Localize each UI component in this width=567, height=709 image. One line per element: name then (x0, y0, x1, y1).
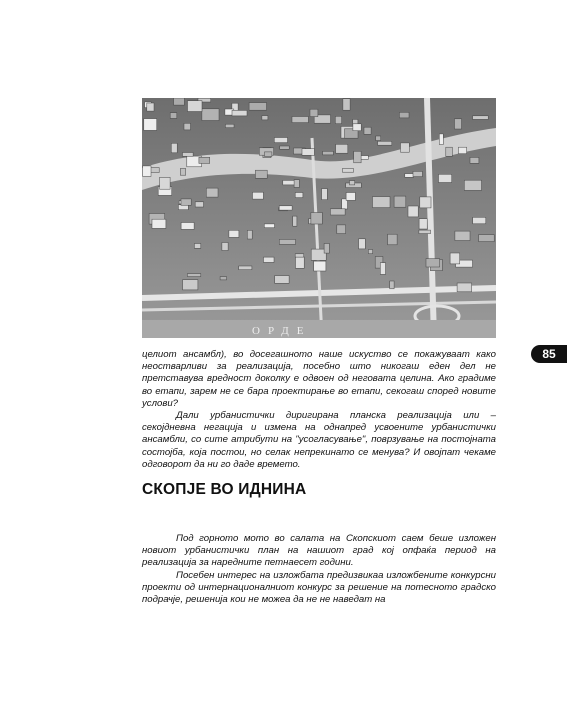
building-block (147, 103, 154, 111)
building-block (473, 217, 486, 224)
building-block (455, 119, 462, 129)
building-block (399, 112, 409, 118)
building-block (354, 151, 361, 163)
building-block (274, 138, 287, 143)
building-block (222, 243, 228, 251)
building-block (184, 123, 191, 130)
building-block (337, 225, 346, 234)
building-block (302, 149, 314, 156)
page-number-tab: 85 (531, 345, 567, 363)
building-block (439, 134, 443, 145)
paragraph: Посебен интерес на изложбата предизвикаа изложбените конкурсни проекти од интернационалниот конкурс за решение на потесното градско подрачје, решенија кои не можеа да не не наведат на (142, 569, 496, 606)
building-block (181, 223, 194, 230)
building-block (160, 177, 171, 189)
building-block (152, 219, 166, 228)
building-block (450, 253, 460, 264)
building-block (342, 169, 353, 173)
building-block (479, 235, 495, 242)
building-block (262, 116, 268, 120)
building-block (353, 124, 361, 131)
building-block (188, 101, 203, 112)
building-block (174, 98, 185, 105)
building-block (170, 113, 177, 119)
building-block (419, 219, 427, 229)
building-block (264, 257, 275, 262)
section-heading: СКОПЈЕ ВО ИДНИНА (142, 481, 307, 498)
building-block (180, 169, 185, 176)
building-block (194, 244, 200, 249)
body-text-bottom (142, 533, 496, 606)
building-block (293, 216, 297, 226)
building-block (458, 147, 466, 154)
building-block (470, 157, 479, 163)
building-block (310, 109, 318, 116)
building-block (405, 174, 414, 178)
building-block (380, 263, 385, 275)
building-block (183, 153, 194, 157)
building-block (408, 206, 418, 217)
building-block (280, 146, 290, 149)
building-block (143, 166, 151, 177)
building-block (376, 136, 381, 141)
building-block (255, 170, 267, 178)
building-block (314, 261, 326, 271)
building-block (294, 180, 299, 188)
building-block (150, 168, 159, 173)
building-block (199, 157, 210, 163)
building-block (171, 143, 177, 153)
building-block (473, 116, 489, 120)
building-block (296, 257, 305, 268)
building-block (413, 171, 422, 176)
building-block (292, 117, 308, 123)
building-block (265, 152, 272, 157)
building-block (187, 274, 200, 277)
building-block (330, 209, 345, 215)
building-block (343, 99, 350, 111)
building-block (388, 234, 398, 245)
building-block (390, 281, 394, 289)
building-block (202, 109, 219, 121)
building-block (247, 230, 252, 239)
building-block (275, 276, 289, 284)
building-block (455, 231, 470, 240)
building-block (323, 151, 334, 155)
building-block (364, 127, 371, 134)
building-block (378, 141, 392, 145)
building-block (206, 188, 218, 197)
building-block (420, 197, 431, 208)
paragraph: Дали урбанистички диригирана планска реализација или – секојдневна негација и измена на однапред усвоените урбанистички ансамбли, со сите атрибути на "усогласување", поврзување на постојната состојба, која постои, но селак непрекинато се менува? И овојпат чекаме одговорот да ни го даде времето. (142, 410, 496, 470)
city-model-illustration (142, 98, 496, 338)
paragraph: целиот ансамбл), во досегашното наше искуство се покажуваат како неостварливи за реализација, посебно што никогаш еден дел не претставува вредност доколку е одвоен од неговата целина. Ако градиме во етапи, зарем не се бара проектирање во етапи, секогаш според новите услови? (142, 349, 496, 409)
building-block (368, 250, 372, 254)
paragraph: Под горното мото во салата на Скопскиот саем беше изложен новиот урбанистички план на нашиот град кој опфаќа период на реализација за наредните петнаесет години. (142, 533, 496, 569)
building-block (401, 143, 410, 152)
building-block (229, 230, 239, 237)
photo-caption-fragment: ОРДЕ (252, 325, 312, 337)
building-block (335, 116, 341, 123)
building-block (264, 224, 274, 228)
building-block (350, 181, 355, 185)
building-block (359, 239, 366, 249)
building-block (195, 202, 203, 207)
building-block (239, 266, 252, 270)
building-block (324, 244, 329, 254)
building-block (346, 193, 355, 201)
building-block (279, 206, 292, 210)
building-block (144, 119, 157, 131)
body-text-top (142, 349, 496, 471)
building-block (183, 280, 198, 290)
building-block (419, 230, 431, 234)
building-block (322, 189, 328, 200)
building-block (279, 239, 295, 244)
building-block (225, 124, 234, 128)
building-block (181, 199, 191, 205)
building-block (253, 192, 264, 199)
building-block (464, 180, 481, 190)
building-block (295, 193, 303, 198)
building-block (457, 283, 472, 292)
building-block (426, 259, 440, 267)
building-block (336, 144, 348, 153)
building-block (220, 277, 226, 280)
building-block (311, 213, 322, 225)
building-block (232, 110, 247, 116)
building-block (249, 103, 266, 111)
building-block (394, 196, 406, 207)
building-block (295, 254, 304, 257)
building-block (446, 147, 453, 156)
building-block (439, 174, 452, 182)
building-block (373, 197, 391, 208)
city-model-photo (142, 98, 496, 338)
